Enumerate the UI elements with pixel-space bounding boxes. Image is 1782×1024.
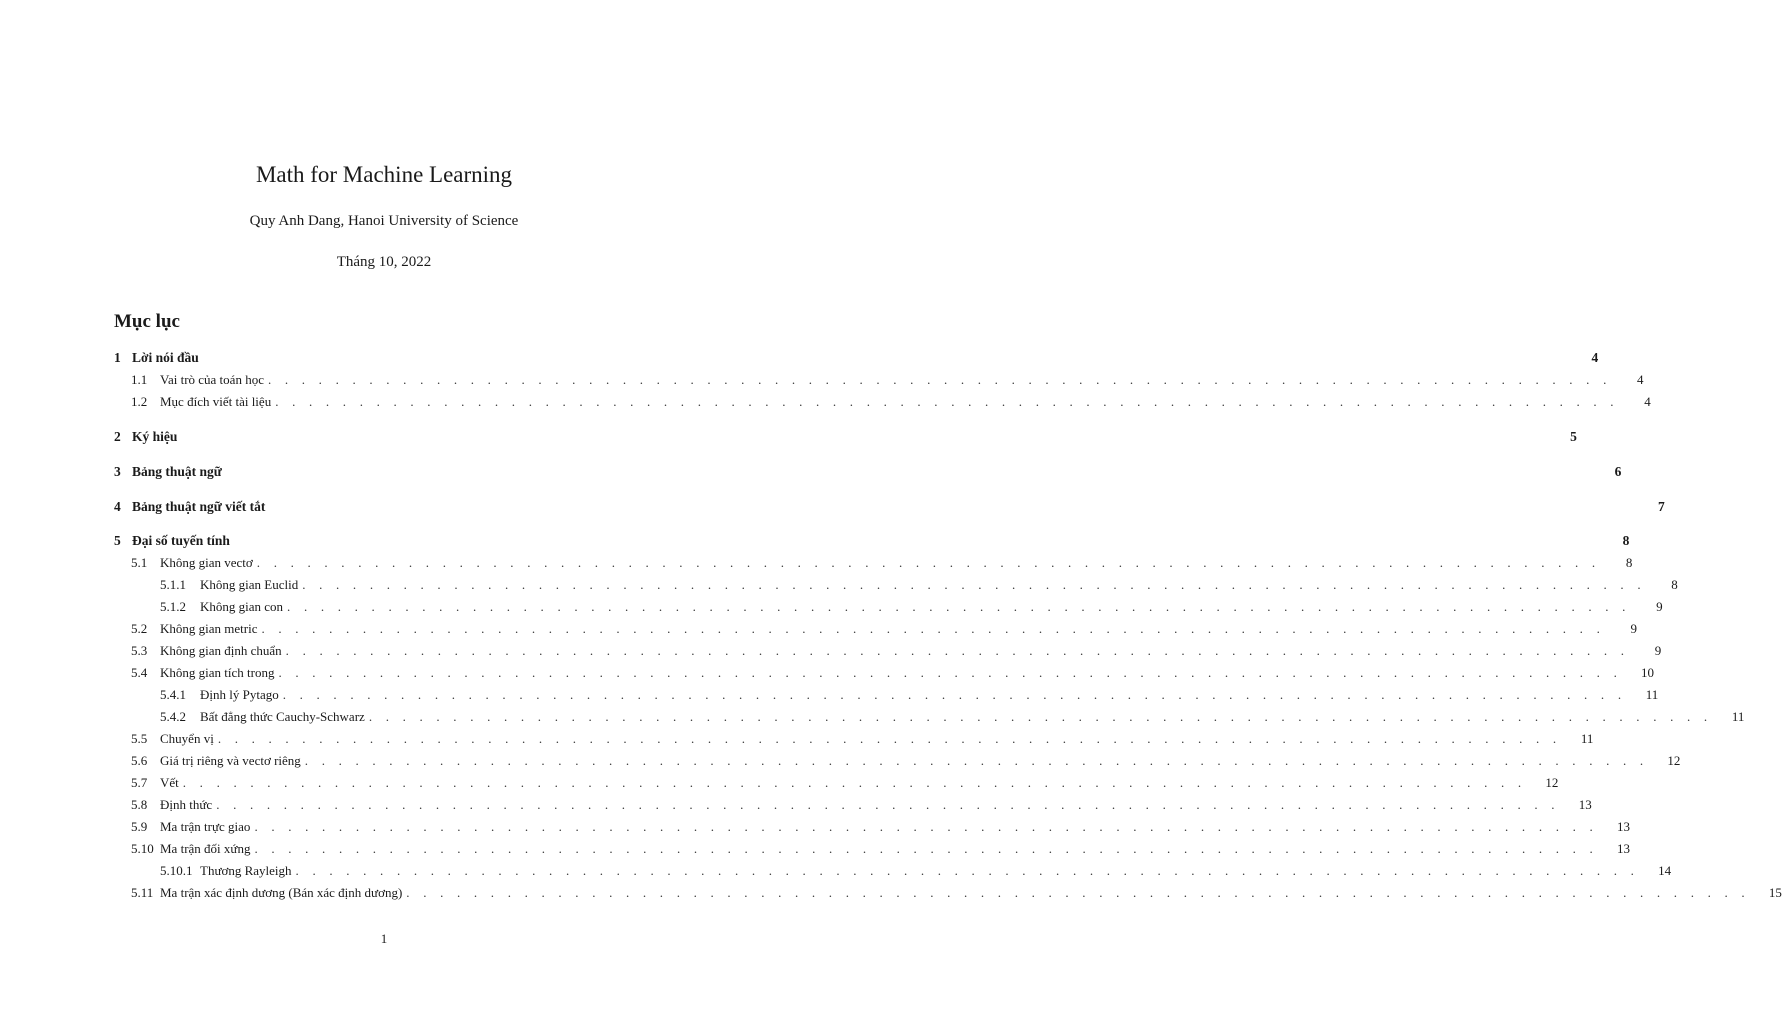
- toc-entry-label: Bất đẳng thức Cauchy-Schwarz: [200, 709, 365, 724]
- toc-entry-page: 10: [1641, 665, 1655, 680]
- toc-entry-label: Chuyển vị: [160, 731, 214, 746]
- toc-entry[interactable]: [114, 392, 1651, 412]
- document-title: Math for Machine Learning: [255, 162, 513, 187]
- toc-entry[interactable]: [114, 553, 1633, 573]
- toc-entry-page: 15: [1768, 885, 1782, 900]
- toc-entry-label: Ma trận xác định dương (Bán xác định dương): [160, 885, 403, 900]
- toc-entry-label: Định lý Pytago: [200, 687, 279, 702]
- toc-entry-number: 5.1.1: [160, 577, 186, 592]
- toc-entry-label: Không gian vectơ: [160, 555, 253, 570]
- toc-entry-page: 11: [1731, 709, 1745, 724]
- toc-entry-page: 6: [1614, 464, 1622, 479]
- toc-entry-number: 5.4.1: [160, 687, 186, 702]
- toc-entry[interactable]: [114, 685, 1659, 705]
- toc-leader-dots: . . . . . . . . . . . . . . . . . . . . . . . . . . . . . . . . . . . . . . . . . . . . . . . . . . . . . . . . . . . . . . . . . . . . . . . . . . . . . . . .: [182, 775, 1527, 790]
- toc-entry[interactable]: [114, 641, 1662, 661]
- toc-entry[interactable]: [114, 707, 1745, 727]
- toc-entry-page: 4: [1591, 350, 1599, 365]
- toc-entry-number: 5.9: [131, 819, 148, 834]
- toc-entry-label: Không gian metric: [160, 621, 258, 636]
- toc-entry-label: Mục đích viết tài liệu: [160, 394, 272, 409]
- toc-entry-number: 5.3: [131, 643, 148, 658]
- toc-entry[interactable]: [114, 817, 1630, 837]
- toc-leader-dots: . . . . . . . . . . . . . . . . . . . . . . . . . . . . . . . . . . . . . . . . . . . . . . . . . . . . . . . . . . . . . . . . . . . . . . . . . . . . . . . .: [261, 621, 1606, 636]
- toc-entry[interactable]: [114, 370, 1644, 390]
- toc-entry-label: Bảng thuật ngữ viết tắt: [132, 499, 266, 514]
- toc-entry[interactable]: [114, 663, 1655, 683]
- toc-entry-number: 3: [114, 464, 121, 479]
- toc-entry-label: Thương Rayleigh: [200, 863, 292, 878]
- toc-entry-label: Vết: [160, 775, 179, 790]
- toc-entry-number: 5.4.2: [160, 709, 186, 724]
- toc-entry-page: 9: [1656, 599, 1663, 614]
- toc-leader-dots: . . . . . . . . . . . . . . . . . . . . . . . . . . . . . . . . . . . . . . . . . . . . . . . . . . . . . . . . . . . . . . . . . . . . . . . . . . . . . . . .: [216, 797, 1560, 812]
- toc-entry-label: Bảng thuật ngữ: [132, 464, 222, 479]
- toc-leader-dots: . . . . . . . . . . . . . . . . . . . . . . . . . . . . . . . . . . . . . . . . . . . . . . . . . . . . . . . . . . . . . . . . . . . . . . . . . . . . . . . .: [254, 819, 1598, 834]
- toc-entry-number: 1.2: [131, 394, 148, 409]
- toc-entry-page: 4: [1637, 372, 1644, 387]
- toc-entry-page: 4: [1644, 394, 1651, 409]
- toc-leader-dots: . . . . . . . . . . . . . . . . . . . . . . . . . . . . . . . . . . . . . . . . . . . . . . . . . . . . . . . . . . . . . . . . . . . . . . . . . . . . . . . .: [256, 555, 1601, 570]
- document-date: Tháng 10, 2022: [336, 254, 432, 270]
- toc-entry-label: Lời nói đầu: [132, 350, 199, 365]
- toc-leader-dots: . . . . . . . . . . . . . . . . . . . . . . . . . . . . . . . . . . . . . . . . . . . . . . . . . . . . . . . . . . . . . . . . . . . . . . . . . . . . . . . .: [295, 863, 1640, 878]
- toc-entry-number: 5.10: [131, 841, 154, 856]
- toc-entry-page: 14: [1658, 863, 1672, 878]
- toc-entry-label: Không gian định chuẩn: [160, 643, 282, 658]
- toc-entry-number: 5.6: [131, 753, 148, 768]
- toc-entry-page: 9: [1654, 643, 1662, 658]
- toc-entry-number: 1: [114, 350, 121, 365]
- toc-entry-label: Vai trò của toán học: [160, 372, 264, 387]
- toc-entry-page: 9: [1630, 621, 1638, 636]
- toc-entry-number: 5.7: [131, 775, 148, 790]
- toc-entry[interactable]: [114, 427, 1577, 447]
- toc-leader-dots: . . . . . . . . . . . . . . . . . . . . . . . . . . . . . . . . . . . . . . . . . . . . . . . . . . . . . . . . . . . . . . . . . . . . . . . . . . . . . . . .: [304, 753, 1649, 768]
- toc-entry-label: Giá trị riêng và vectơ riêng: [160, 753, 301, 768]
- toc-leader-dots: . . . . . . . . . . . . . . . . . . . . . . . . . . . . . . . . . . . . . . . . . . . . . . . . . . . . . . . . . . . . . . . . . . . . . . . . . . . . . . . .: [278, 665, 1623, 680]
- toc-entry[interactable]: [114, 839, 1631, 859]
- toc-leader-dots: . . . . . . . . . . . . . . . . . . . . . . . . . . . . . . . . . . . . . . . . . . . . . . . . . . . . . . . . . . . . . . . . . . . . . . . . . . . . . . . .: [287, 599, 1631, 614]
- toc-leader-dots: . . . . . . . . . . . . . . . . . . . . . . . . . . . . . . . . . . . . . . . . . . . . . . . . . . . . . . . . . . . . . . . . . . . . . . . . . . . . . . . .: [302, 577, 1646, 592]
- toc-leader-dots: . . . . . . . . . . . . . . . . . . . . . . . . . . . . . . . . . . . . . . . . . . . . . . . . . . . . . . . . . . . . . . . . . . . . . . . . . . . . . . . .: [254, 841, 1599, 856]
- page-number: 1: [380, 931, 388, 946]
- toc-entry[interactable]: [114, 531, 1630, 551]
- toc-entry[interactable]: [114, 795, 1592, 815]
- toc-entry-page: 12: [1545, 775, 1559, 790]
- toc-leader-dots: . . . . . . . . . . . . . . . . . . . . . . . . . . . . . . . . . . . . . . . . . . . . . . . . . . . . . . . . . . . . . . . . . . . . . . . . . . . . . . . .: [275, 394, 1619, 409]
- toc-entry-number: 5.8: [131, 797, 148, 812]
- toc-entry-page: 8: [1622, 533, 1630, 548]
- toc-entry[interactable]: [114, 883, 1782, 903]
- toc-entry[interactable]: [114, 729, 1594, 749]
- toc-entry-number: 5.2: [131, 621, 148, 636]
- toc-entry-page: 13: [1617, 841, 1631, 856]
- toc-leader-dots: . . . . . . . . . . . . . . . . . . . . . . . . . . . . . . . . . . . . . . . . . . . . . . . . . . . . . . . . . . . . . . . . . . . . . . . . . . . . . . . .: [282, 687, 1627, 702]
- toc-entry-number: 5.1: [131, 555, 148, 570]
- toc-entry[interactable]: [114, 348, 1599, 368]
- document-author: Quy Anh Dang, Hanoi University of Science: [249, 213, 519, 229]
- toc-entry-page: 5: [1570, 429, 1577, 444]
- toc-entry-page: 11: [1580, 731, 1594, 746]
- toc-entry[interactable]: [114, 497, 1665, 517]
- toc-entry-label: Không gian Euclid: [200, 577, 299, 592]
- toc-entry-number: 2: [114, 429, 121, 444]
- toc-entry-page: 12: [1667, 753, 1681, 768]
- toc-entry-number: 5: [114, 533, 121, 548]
- toc-entry[interactable]: [114, 597, 1663, 617]
- toc-entry-number: 5.11: [131, 885, 154, 900]
- toc-entry-page: 11: [1645, 687, 1659, 702]
- toc-entry-label: Ma trận đối xứng: [160, 841, 251, 856]
- toc-entry-number: 5.10.1: [160, 863, 193, 878]
- toc-heading: Mục lục: [114, 311, 180, 332]
- toc-entry[interactable]: [114, 773, 1559, 793]
- toc-entry-page: 13: [1617, 819, 1630, 834]
- toc-entry-label: Ký hiệu: [132, 429, 178, 444]
- toc-entry-number: 5.4: [131, 665, 148, 680]
- toc-entry[interactable]: [114, 619, 1638, 639]
- toc-entry-label: Không gian con: [200, 599, 284, 614]
- toc-entry-label: Đại số tuyến tính: [132, 533, 230, 548]
- toc-entry[interactable]: [114, 861, 1672, 881]
- toc-leader-dots: . . . . . . . . . . . . . . . . . . . . . . . . . . . . . . . . . . . . . . . . . . . . . . . . . . . . . . . . . . . . . . . . . . . . . . . . . . . . . . . .: [217, 731, 1562, 746]
- toc-entry-page: 13: [1578, 797, 1592, 812]
- toc-entry-number: 4: [114, 499, 121, 514]
- toc-leader-dots: . . . . . . . . . . . . . . . . . . . . . . . . . . . . . . . . . . . . . . . . . . . . . . . . . . . . . . . . . . . . . . . . . . . . . . . . . . . . . . . .: [267, 372, 1612, 387]
- toc-entry-number: 1.1: [131, 372, 148, 387]
- toc-entry-label: Không gian tích trong: [160, 665, 275, 680]
- toc-leader-dots: . . . . . . . . . . . . . . . . . . . . . . . . . . . . . . . . . . . . . . . . . . . . . . . . . . . . . . . . . . . . . . . . . . . . . . . . . . . . . . . .: [368, 709, 1713, 724]
- toc-entry-label: Ma trận trực giao: [160, 819, 251, 834]
- toc-leader-dots: . . . . . . . . . . . . . . . . . . . . . . . . . . . . . . . . . . . . . . . . . . . . . . . . . . . . . . . . . . . . . . . . . . . . . . . . . . . . . . . .: [285, 643, 1630, 658]
- toc-entry[interactable]: [114, 575, 1678, 595]
- toc-entry-page: 8: [1625, 555, 1633, 570]
- toc-entry[interactable]: [114, 462, 1622, 482]
- toc-entry[interactable]: [114, 751, 1681, 771]
- toc-entry-label: Định thức: [160, 797, 213, 812]
- toc-entry-number: 5.1.2: [160, 599, 186, 614]
- toc-entry-page: 8: [1671, 577, 1678, 592]
- toc-entry-page: 7: [1658, 499, 1665, 514]
- toc-leader-dots: . . . . . . . . . . . . . . . . . . . . . . . . . . . . . . . . . . . . . . . . . . . . . . . . . . . . . . . . . . . . . . . . . . . . . . . . . . . . . . . .: [406, 885, 1750, 900]
- toc-entry-number: 5.5: [131, 731, 148, 746]
